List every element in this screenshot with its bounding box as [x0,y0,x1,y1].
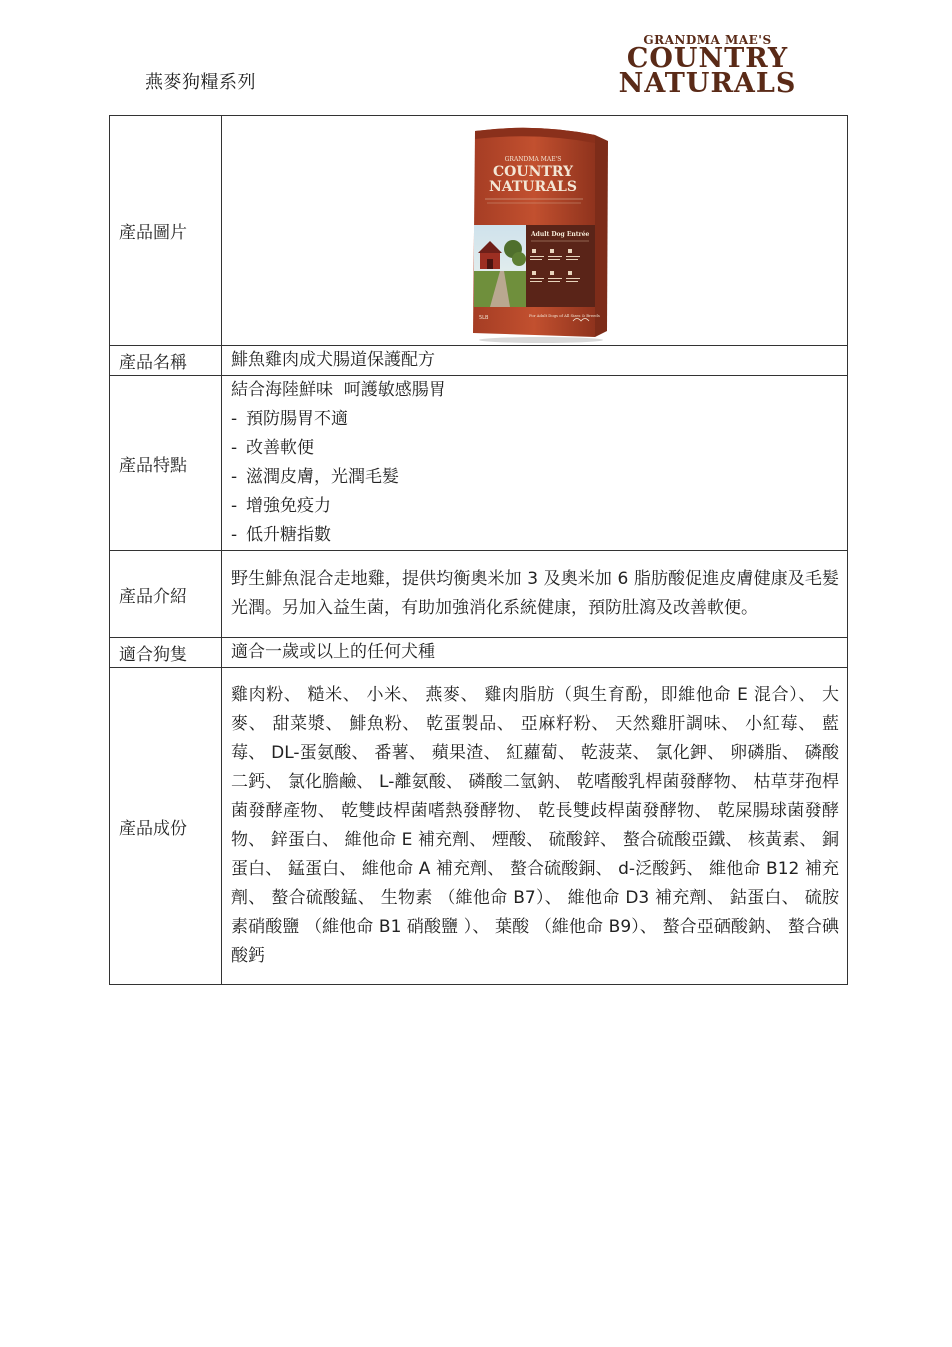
features-list [231,405,839,550]
list-item: - 改善軟便 [231,438,314,458]
logo-line-grandma: GRANDMA MAE'S [643,33,772,47]
logo-line-country: COUNTRY [626,43,789,74]
label-product-intro: 產品介紹 [110,551,222,638]
table-row-ingredients [110,668,848,985]
brand-logo [605,33,810,98]
list-item: - 增強免疫力 [231,496,331,516]
table-row-features [110,376,848,551]
ingredients-value: 雞肉粉、 糙米、 小米、 燕麥、 雞肉脂肪（與生育酚，即維他命 E 混合）、 大麥、 甜菜漿、 鯡魚粉、 乾蛋製品、 亞麻籽粉、 天然雞肝調味、 小紅莓、 藍莓、 DL-蛋氨酸、 番薯、 蘋果渣、 紅蘿蔔、 乾菠菜、 氯化鉀、 卵磷脂、 磷酸二鈣、 氯化膽鹼、 L-離氨酸、 磷酸二氫鈉、 乾嗜酸乳桿菌發酵物、 枯草芽孢桿菌發酵產物、 乾雙歧桿菌嗜熱發酵物、 乾長雙歧桿菌發酵物、 乾屎腸球菌發酵物、 鋅蛋白、 維他命 E 補充劑、 煙酸、 硫酸鋅、 螯合硫酸亞鐵、 核黃素、 銅蛋白、 錳蛋白、 維他命 A 補充劑、 螯合硫酸銅、 d-泛酸鈣、 維他命 B12 補充劑、 螯合硫酸錳、 生物素 （維他命 B7）、 維他命 D3 補充劑、 鈷蛋白、 硫胺素硝酸鹽 （維他命 B1 硝酸鹽 ）、 葉酸 （維他命 B9）、 螯合亞硒酸鈉、 螯合碘酸鈣 [222,668,848,985]
label-suitable-dogs: 適合狗隻 [110,638,222,668]
bag-brand-naturals: NATURALS [489,179,577,195]
product-features-cell [222,376,848,551]
product-bag-image [465,121,613,344]
list-item: - 低升糖指數 [231,525,331,545]
list-item: - 預防腸胃不適 [231,409,348,429]
label-product-features: 產品特點 [110,376,222,551]
table-row-image [110,116,848,346]
bag-product-label: Adult Dog Entrée [531,231,590,238]
label-product-name: 產品名稱 [110,346,222,376]
product-name-value: 鯡魚雞肉成犬腸道保護配方 [222,346,848,376]
bag-brand-country: COUNTRY [493,164,573,180]
features-headline: 結合海陸鮮味 呵護敏感腸胃 [231,380,446,400]
bag-brand-small: GRANDMA MAE'S [504,156,562,163]
table-row-suitable-dogs [110,638,848,668]
product-image-cell [222,116,848,346]
table-row-intro [110,551,848,638]
suitable-dogs-value: 適合一歲或以上的任何犬種 [222,638,848,668]
bag-footer-text: For Adult Dogs of All Sizes & Breeds [529,313,600,318]
product-intro-value: 野生鯡魚混合走地雞，提供均衡奧米加 3 及奧米加 6 脂肪酸促進皮膚健康及毛髮光潤。另加入益生菌，有助加強消化系統健康，預防肚瀉及改善軟便。 [222,551,848,638]
product-spec-table [109,115,848,985]
label-ingredients: 產品成份 [110,668,222,985]
table-row-name [110,346,848,376]
label-product-image: 產品圖片 [110,116,222,346]
series-title: 燕麥狗糧系列 [145,72,256,93]
logo-line-naturals: NATURALS [618,68,797,99]
bag-weight: 5LB [479,315,489,321]
list-item: - 滋潤皮膚，光潤毛髮 [231,467,399,487]
